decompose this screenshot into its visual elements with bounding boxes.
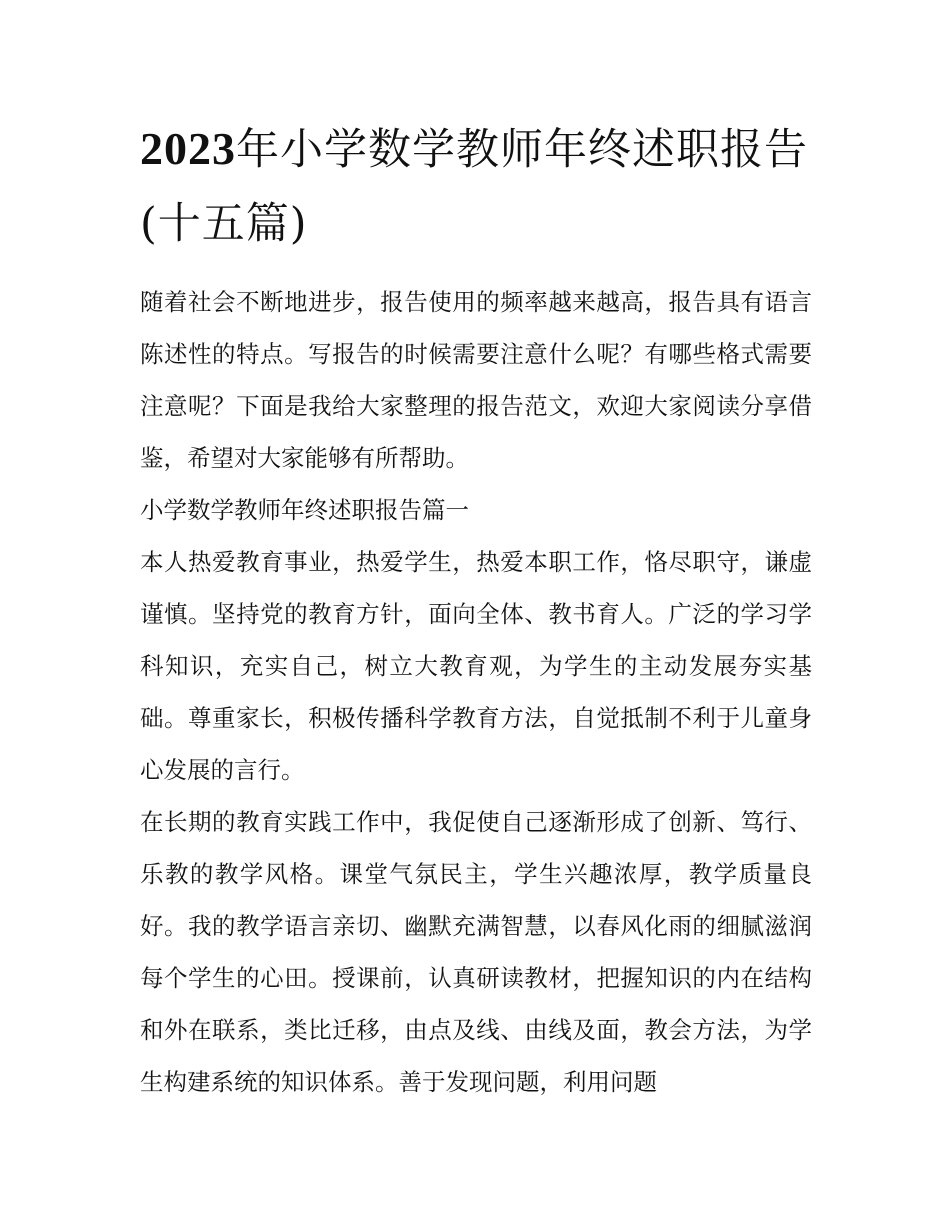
document-body (140, 276, 812, 1108)
title-year: 2023 (140, 123, 236, 174)
document-title (140, 112, 820, 261)
section-heading: 小学数学教师年终述职报告篇一 (140, 496, 469, 524)
body-paragraph-1: 本人热爱教育事业，热爱学生，热爱本职工作，恪尽职守，谦虚谨慎。坚持党的教育方针，面向全体、教书育人。广泛的学习学科知识，充实自己，树立大教育观，为学生的主动发展夯实基础。尊重家长，积极传播科学教育方法，自觉抵制不利于儿童身心发展的言行。 (140, 548, 812, 784)
title-text: 年小学数学教师年终述职报告(十五篇) (140, 125, 808, 249)
body-paragraph-2: 在长期的教育实践工作中，我促使自己逐渐形成了创新、笃行、乐教的教学风格。课堂气氛民主，学生兴趣浓厚，教学质量良好。我的教学语言亲切、幽默充满智慧，以春风化雨的细腻滋润每个学生的心田。授课前，认真研读教材，把握知识的内在结构和外在联系，类比迁移，由点及线、由线及面，教会方法，为学生构建系统的知识体系。善于发现问题，利用问题 (140, 808, 812, 1096)
intro-paragraph: 随着社会不断地进步，报告使用的频率越来越高，报告具有语言陈述性的特点。写报告的时候需要注意什么呢？有哪些格式需要注意呢？下面是我给大家整理的报告范文，欢迎大家阅读分享借鉴，希望对大家能够有所帮助。 (140, 288, 812, 472)
